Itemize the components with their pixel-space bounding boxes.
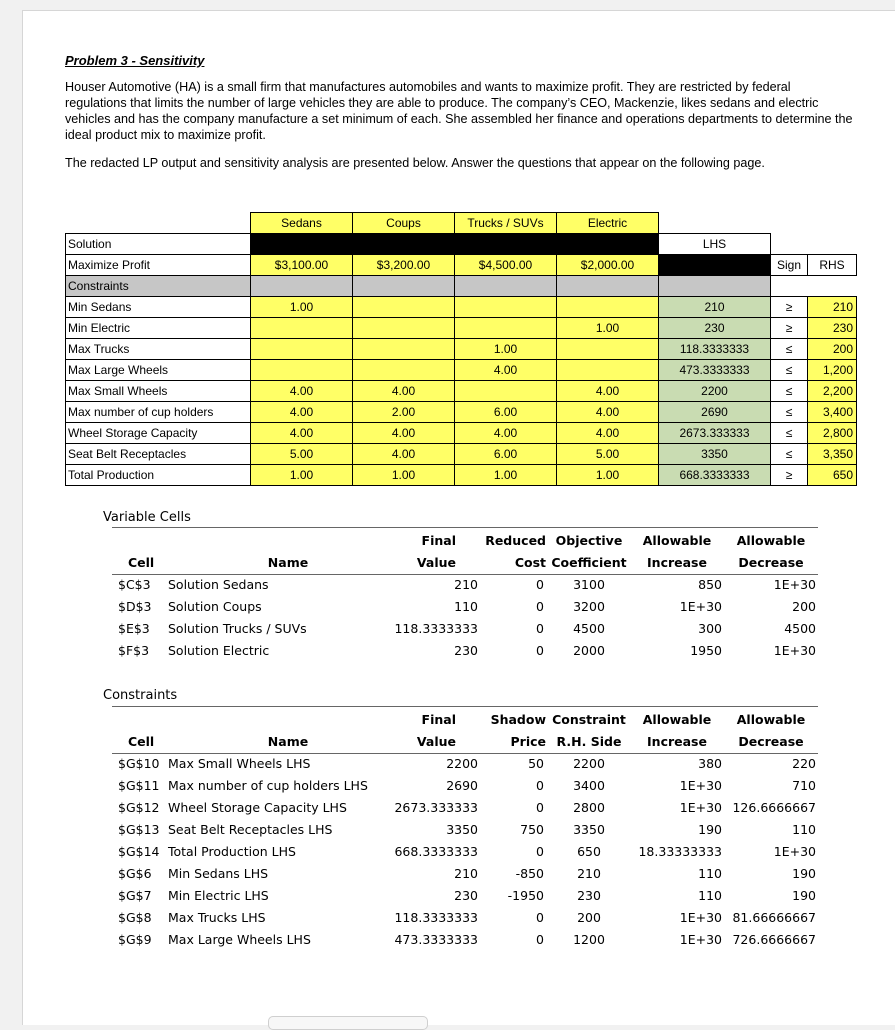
column-header-2: Coups xyxy=(352,212,455,234)
constraints-row-2-decrease: 710 xyxy=(792,778,816,793)
constraints-row-1-col5: 2200 xyxy=(573,756,605,771)
constraint-coef-2-1 xyxy=(250,317,353,339)
variable-cells-header-top-3: Final xyxy=(421,533,456,548)
constraint-coef-9-4: 1.00 xyxy=(556,464,659,486)
constraints-row-2-increase: 1E+30 xyxy=(679,778,722,793)
constraints-row-8-col5: 200 xyxy=(577,910,601,925)
constraint-coef-7-1: 4.00 xyxy=(250,422,353,444)
constraint-coef-7-4: 4.00 xyxy=(556,422,659,444)
constraints-heading: Constraints xyxy=(103,688,178,703)
constraints-header-bottom-6: Increase xyxy=(647,734,707,749)
constraint-coef-7-3: 4.00 xyxy=(454,422,557,444)
variable-cells-row-2-col5: 3200 xyxy=(573,599,605,614)
constraint-coef-7-2: 4.00 xyxy=(352,422,455,444)
variable-cells-header-rule xyxy=(112,574,818,575)
constraint-rhs-4: 1,200 xyxy=(807,359,857,381)
constraint-label-9: Total Production xyxy=(65,464,251,486)
constraints-header-bottom-2: Name xyxy=(267,734,309,749)
variable-cells-header-bottom-2: Name xyxy=(267,555,309,570)
constraint-rhs-6: 3,400 xyxy=(807,401,857,423)
variable-cells-row-1-col5: 3100 xyxy=(573,577,605,592)
row-label-constraints: Constraints xyxy=(65,275,251,297)
constraint-lhs-8: 3350 xyxy=(658,443,771,465)
solution-cell-4 xyxy=(556,233,659,255)
constraint-coef-4-3: 4.00 xyxy=(454,359,557,381)
constraint-rhs-2: 230 xyxy=(807,317,857,339)
constraints-row-3-decrease: 126.6666667 xyxy=(732,800,816,815)
variable-cells-row-1-final: 210 xyxy=(454,577,478,592)
constraint-coef-1-1: 1.00 xyxy=(250,296,353,318)
constraint-coef-5-1: 4.00 xyxy=(250,380,353,402)
constraint-rhs-3: 200 xyxy=(807,338,857,360)
constraint-coef-4-2 xyxy=(352,359,455,381)
constraints-row-8-cell: $G$8 xyxy=(118,910,152,925)
constraints-row-8-decrease: 81.66666667 xyxy=(732,910,816,925)
constraints-gray-2 xyxy=(352,275,455,297)
constraints-header-top-7: Allowable xyxy=(736,712,806,727)
variable-cells-heading: Variable Cells xyxy=(103,510,191,525)
variable-cells-header-bottom-7: Decrease xyxy=(738,555,804,570)
constraint-coef-6-1: 4.00 xyxy=(250,401,353,423)
variable-cells-header-bottom-1: Cell xyxy=(128,555,155,570)
constraints-row-3-final: 2673.333333 xyxy=(394,800,478,815)
constraint-sign-3: ≤ xyxy=(770,338,808,360)
constraint-coef-8-1: 5.00 xyxy=(250,443,353,465)
constraints-row-5-col5: 650 xyxy=(577,844,601,859)
constraint-coef-2-3 xyxy=(454,317,557,339)
constraints-header-bottom-1: Cell xyxy=(128,734,155,749)
constraints-row-9-final: 473.3333333 xyxy=(394,932,478,947)
constraints-row-7-decrease: 190 xyxy=(792,888,816,903)
problem-title: Problem 3 - Sensitivity xyxy=(65,53,205,68)
constraint-lhs-1: 210 xyxy=(658,296,771,318)
variable-cells-row-4-col4: 0 xyxy=(536,643,544,658)
constraints-row-4-col4: 750 xyxy=(520,822,544,837)
constraints-header-top-3: Final xyxy=(421,712,456,727)
variable-cells-row-4-col5: 2000 xyxy=(573,643,605,658)
solution-cell-2 xyxy=(352,233,455,255)
variable-cells-row-3-name: Solution Trucks / SUVs xyxy=(168,621,307,636)
variable-cells-row-3-col5: 4500 xyxy=(573,621,605,636)
constraint-sign-2: ≥ xyxy=(770,317,808,339)
constraints-header-top-5: Constraint xyxy=(552,712,626,727)
column-header-3: Trucks / SUVs xyxy=(454,212,557,234)
variable-cells-header-top-5: Objective xyxy=(555,533,623,548)
constraints-row-6-increase: 110 xyxy=(698,866,722,881)
constraint-sign-9: ≥ xyxy=(770,464,808,486)
constraint-lhs-7: 2673.333333 xyxy=(658,422,771,444)
constraint-coef-6-4: 4.00 xyxy=(556,401,659,423)
constraints-gray-3 xyxy=(454,275,557,297)
variable-cells-header-bottom-6: Increase xyxy=(647,555,707,570)
constraint-label-2: Min Electric xyxy=(65,317,251,339)
constraint-label-5: Max Small Wheels xyxy=(65,380,251,402)
constraints-row-9-cell: $G$9 xyxy=(118,932,152,947)
constraints-row-9-increase: 1E+30 xyxy=(679,932,722,947)
constraint-coef-3-3: 1.00 xyxy=(454,338,557,360)
constraints-row-7-cell: $G$7 xyxy=(118,888,152,903)
constraints-row-4-decrease: 110 xyxy=(792,822,816,837)
constraint-rhs-5: 2,200 xyxy=(807,380,857,402)
constraints-row-5-increase: 18.33333333 xyxy=(638,844,722,859)
variable-cells-row-1-col4: 0 xyxy=(536,577,544,592)
variable-cells-row-2-final: 110 xyxy=(454,599,478,614)
constraint-coef-2-4: 1.00 xyxy=(556,317,659,339)
constraints-header-top-4: Shadow xyxy=(490,712,546,727)
objective-coefficient-4: $2,000.00 xyxy=(556,254,659,276)
row-label-objective: Maximize Profit xyxy=(65,254,251,276)
constraints-row-4-increase: 190 xyxy=(698,822,722,837)
variable-cells-header-top-7: Allowable xyxy=(736,533,806,548)
constraints-header-top-6: Allowable xyxy=(642,712,712,727)
constraints-row-1-col4: 50 xyxy=(528,756,544,771)
column-header-1: Sedans xyxy=(250,212,353,234)
variable-cells-row-3-col4: 0 xyxy=(536,621,544,636)
variable-cells-row-1-name: Solution Sedans xyxy=(168,577,269,592)
constraint-coef-8-3: 6.00 xyxy=(454,443,557,465)
constraint-label-8: Seat Belt Receptacles xyxy=(65,443,251,465)
constraint-coef-8-4: 5.00 xyxy=(556,443,659,465)
constraint-coef-5-4: 4.00 xyxy=(556,380,659,402)
constraints-header-bottom-7: Decrease xyxy=(738,734,804,749)
variable-cells-row-4-final: 230 xyxy=(454,643,478,658)
variable-cells-row-1-increase: 850 xyxy=(698,577,722,592)
constraint-lhs-9: 668.3333333 xyxy=(658,464,771,486)
constraint-coef-4-4 xyxy=(556,359,659,381)
variable-cells-header-top-4: Reduced xyxy=(485,533,546,548)
constraints-header-bottom-4: Price xyxy=(510,734,546,749)
variable-cells-header-top-6: Allowable xyxy=(642,533,712,548)
constraints-gray-4 xyxy=(556,275,659,297)
constraint-rhs-7: 2,800 xyxy=(807,422,857,444)
constraint-sign-5: ≤ xyxy=(770,380,808,402)
variable-cells-header-bottom-3: Value xyxy=(416,555,456,570)
constraints-row-6-cell: $G$6 xyxy=(118,866,152,881)
constraints-row-9-decrease: 726.6666667 xyxy=(732,932,816,947)
constraints-row-5-name: Total Production LHS xyxy=(168,844,296,859)
constraint-label-6: Max number of cup holders xyxy=(65,401,251,423)
constraints-row-9-name: Max Large Wheels LHS xyxy=(168,932,311,947)
constraints-row-6-name: Min Sedans LHS xyxy=(168,866,269,881)
variable-cells-row-3-final: 118.3333333 xyxy=(394,621,478,636)
constraint-sign-4: ≤ xyxy=(770,359,808,381)
constraints-row-3-col4: 0 xyxy=(536,800,544,815)
constraints-row-9-col5: 1200 xyxy=(573,932,605,947)
sign-header: Sign xyxy=(770,254,808,276)
constraints-row-5-decrease: 1E+30 xyxy=(773,844,816,859)
constraint-coef-2-2 xyxy=(352,317,455,339)
variable-cells-row-2-cell: $D$3 xyxy=(118,599,152,614)
constraint-lhs-6: 2690 xyxy=(658,401,771,423)
constraints-gray-lhs xyxy=(658,275,771,297)
constraints-row-5-col4: 0 xyxy=(536,844,544,859)
constraints-row-7-name: Min Electric LHS xyxy=(168,888,269,903)
constraints-row-4-cell: $G$13 xyxy=(118,822,160,837)
constraints-row-2-name: Max number of cup holders LHS xyxy=(168,778,368,793)
horizontal-scrollbar[interactable] xyxy=(268,1016,428,1030)
constraint-coef-3-4 xyxy=(556,338,659,360)
variable-cells-header-bottom-4: Cost xyxy=(514,555,546,570)
constraints-top-rule xyxy=(112,706,818,707)
constraint-coef-5-2: 4.00 xyxy=(352,380,455,402)
constraints-row-8-increase: 1E+30 xyxy=(679,910,722,925)
solution-cell-3 xyxy=(454,233,557,255)
constraints-row-7-col5: 230 xyxy=(577,888,601,903)
constraints-header-rule xyxy=(112,753,818,754)
constraint-label-4: Max Large Wheels xyxy=(65,359,251,381)
lhs-header: LHS xyxy=(658,233,771,255)
constraint-coef-3-2 xyxy=(352,338,455,360)
variable-cells-header-bottom-5: Coefficient xyxy=(551,555,627,570)
objective-coefficient-1: $3,100.00 xyxy=(250,254,353,276)
constraints-row-3-name: Wheel Storage Capacity LHS xyxy=(168,800,347,815)
row-label-solution: Solution xyxy=(65,233,251,255)
constraints-header-bottom-5: R.H. Side xyxy=(556,734,622,749)
variable-cells-row-3-decrease: 4500 xyxy=(784,621,816,636)
constraints-row-3-cell: $G$12 xyxy=(118,800,160,815)
constraints-row-1-name: Max Small Wheels LHS xyxy=(168,756,311,771)
constraint-coef-9-3: 1.00 xyxy=(454,464,557,486)
solution-cell-1 xyxy=(250,233,353,255)
objective-coefficient-2: $3,200.00 xyxy=(352,254,455,276)
constraints-row-7-col4: -1950 xyxy=(507,888,544,903)
variable-cells-row-4-decrease: 1E+30 xyxy=(773,643,816,658)
constraints-row-4-final: 3350 xyxy=(446,822,478,837)
constraints-row-1-decrease: 220 xyxy=(792,756,816,771)
constraints-row-2-cell: $G$11 xyxy=(118,778,160,793)
constraint-lhs-5: 2200 xyxy=(658,380,771,402)
variable-cells-row-2-increase: 1E+30 xyxy=(679,599,722,614)
constraint-coef-6-2: 2.00 xyxy=(352,401,455,423)
constraint-sign-7: ≤ xyxy=(770,422,808,444)
constraints-row-9-col4: 0 xyxy=(536,932,544,947)
constraint-coef-9-2: 1.00 xyxy=(352,464,455,486)
objective-coefficient-3: $4,500.00 xyxy=(454,254,557,276)
variable-cells-row-2-name: Solution Coups xyxy=(168,599,262,614)
constraints-row-6-col5: 210 xyxy=(577,866,601,881)
variable-cells-row-1-decrease: 1E+30 xyxy=(773,577,816,592)
constraints-row-5-final: 668.3333333 xyxy=(394,844,478,859)
constraints-row-3-col5: 2800 xyxy=(573,800,605,815)
constraints-row-4-name: Seat Belt Receptacles LHS xyxy=(168,822,333,837)
constraint-coef-6-3: 6.00 xyxy=(454,401,557,423)
variable-cells-top-rule xyxy=(112,527,818,528)
variable-cells-row-1-cell: $C$3 xyxy=(118,577,151,592)
constraints-row-2-col4: 0 xyxy=(536,778,544,793)
constraint-coef-1-4 xyxy=(556,296,659,318)
constraint-coef-5-3 xyxy=(454,380,557,402)
constraints-row-6-col4: -850 xyxy=(515,866,544,881)
constraints-row-8-final: 118.3333333 xyxy=(394,910,478,925)
constraints-header-bottom-3: Value xyxy=(416,734,456,749)
constraint-rhs-1: 210 xyxy=(807,296,857,318)
variable-cells-row-2-decrease: 200 xyxy=(792,599,816,614)
constraints-gray-1 xyxy=(250,275,353,297)
instructions-paragraph: The redacted LP output and sensitivity analysis are presented below. Answer the questions that appear on the following page. xyxy=(65,156,765,170)
constraint-rhs-9: 650 xyxy=(807,464,857,486)
constraints-row-2-col5: 3400 xyxy=(573,778,605,793)
constraint-label-1: Min Sedans xyxy=(65,296,251,318)
constraint-label-7: Wheel Storage Capacity xyxy=(65,422,251,444)
variable-cells-row-2-col4: 0 xyxy=(536,599,544,614)
variable-cells-row-3-increase: 300 xyxy=(698,621,722,636)
constraint-coef-3-1 xyxy=(250,338,353,360)
constraints-row-4-col5: 3350 xyxy=(573,822,605,837)
constraint-coef-1-2 xyxy=(352,296,455,318)
constraint-lhs-3: 118.3333333 xyxy=(658,338,771,360)
constraint-lhs-2: 230 xyxy=(658,317,771,339)
constraint-sign-1: ≥ xyxy=(770,296,808,318)
variable-cells-row-4-increase: 1950 xyxy=(690,643,722,658)
constraints-row-7-final: 230 xyxy=(454,888,478,903)
intro-paragraph: Houser Automotive (HA) is a small firm that manufactures automobiles and wants to maximize profit. They are restricted by federal regulations that limits the number of large vehicles they are able to produce. The company’s CEO, Mackenzie, likes sedans and electric vehicles and has the company manufacture a set minimum of each. She assembled her finance and operations departments to determine the ideal product mix to maximize profit. xyxy=(65,80,853,142)
constraints-row-7-increase: 110 xyxy=(698,888,722,903)
variable-cells-row-4-cell: $F$3 xyxy=(118,643,150,658)
rhs-header: RHS xyxy=(807,254,857,276)
constraints-row-1-increase: 380 xyxy=(698,756,722,771)
constraints-row-3-increase: 1E+30 xyxy=(679,800,722,815)
constraints-row-6-decrease: 190 xyxy=(792,866,816,881)
constraint-sign-6: ≤ xyxy=(770,401,808,423)
objective-lhs-cell xyxy=(658,254,771,276)
constraint-coef-4-1 xyxy=(250,359,353,381)
variable-cells-row-3-cell: $E$3 xyxy=(118,621,150,636)
constraint-sign-8: ≤ xyxy=(770,443,808,465)
constraints-row-1-cell: $G$10 xyxy=(118,756,160,771)
column-header-4: Electric xyxy=(556,212,659,234)
constraint-coef-9-1: 1.00 xyxy=(250,464,353,486)
constraint-label-3: Max Trucks xyxy=(65,338,251,360)
constraint-lhs-4: 473.3333333 xyxy=(658,359,771,381)
constraints-row-2-final: 2690 xyxy=(446,778,478,793)
constraints-row-8-name: Max Trucks LHS xyxy=(168,910,266,925)
constraint-coef-1-3 xyxy=(454,296,557,318)
constraints-row-6-final: 210 xyxy=(454,866,478,881)
constraint-coef-8-2: 4.00 xyxy=(352,443,455,465)
constraints-row-8-col4: 0 xyxy=(536,910,544,925)
constraints-row-1-final: 2200 xyxy=(446,756,478,771)
constraints-row-5-cell: $G$14 xyxy=(118,844,160,859)
variable-cells-row-4-name: Solution Electric xyxy=(168,643,270,658)
constraint-rhs-8: 3,350 xyxy=(807,443,857,465)
